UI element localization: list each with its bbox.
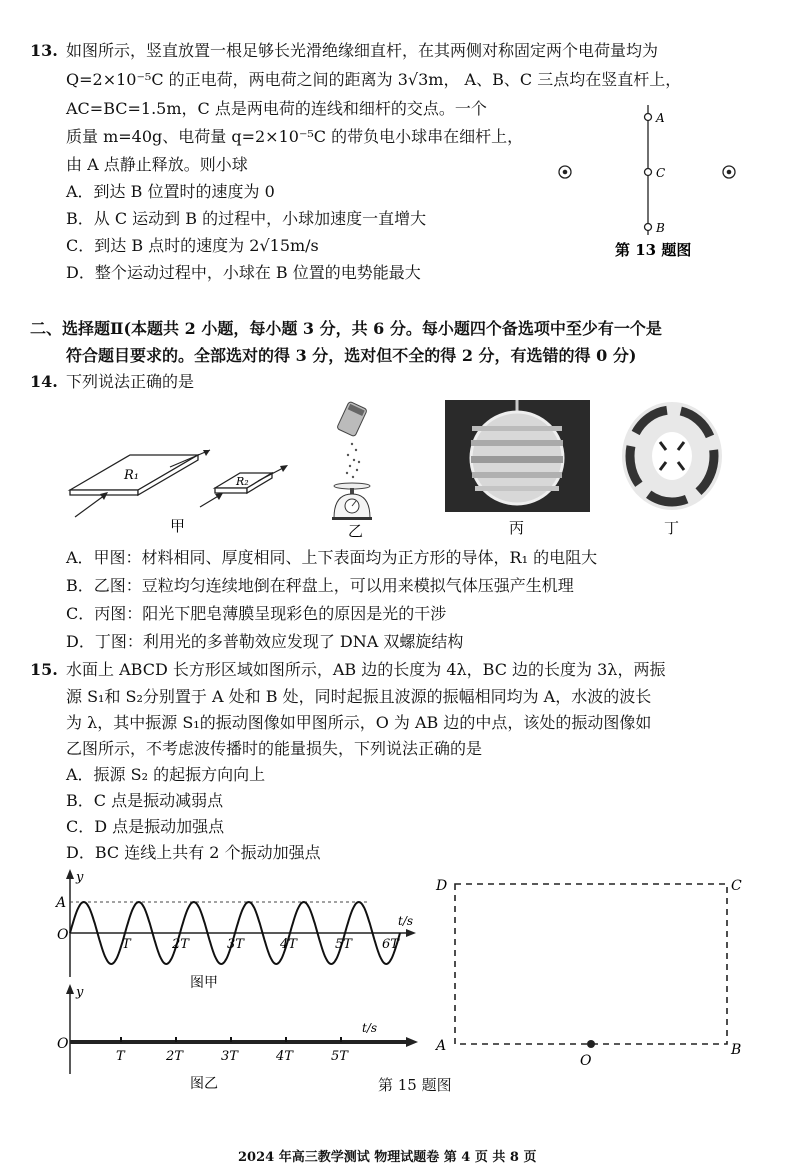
- jia-tick-4t: 4T: [280, 937, 297, 952]
- falling-beans: [346, 443, 360, 478]
- rect-label-d: D: [436, 878, 448, 894]
- q15-line3: 为 λ，其中振源 S₁的振动图像如甲图所示，O 为 AB 边的中点，该处的振动图像如: [66, 713, 652, 732]
- q13-figure: [545, 100, 755, 270]
- jia-tick-6t: 6T: [382, 937, 399, 952]
- section2-line1: 二、选择题Ⅱ(本题共 2 小题，每小题 3 分，共 6 分。每小题四个备选项中至少有一个是: [30, 319, 662, 338]
- q13-label-c: C: [656, 166, 666, 180]
- q13-line2: Q=2×10⁻⁵C 的正电荷，两电荷之间的距离为 3√3m， A、B、C 三点均在竖直杆上，: [66, 70, 682, 89]
- jia-t-label: t/s: [398, 914, 414, 928]
- q13-number: 13.: [30, 41, 58, 60]
- yi-tick-3t: 3T: [221, 1049, 238, 1064]
- q14-option-b: B．乙图：豆粒均匀连续地倒在秤盘上，可以用来模拟气体压强产生机理: [66, 576, 574, 595]
- q14-option-d: D．丁图：利用光的多普勒效应发现了 DNA 双螺旋结构: [66, 632, 464, 651]
- q15-rect-figure: [430, 870, 760, 1070]
- q15-graph-jia: [40, 865, 420, 990]
- q13-charge-right: [723, 166, 735, 178]
- q13-charge-left: [559, 166, 571, 178]
- rect-label-o: O: [580, 1053, 592, 1069]
- rect-label-b: B: [731, 1042, 742, 1058]
- q15-option-b: B．C 点是振动减弱点: [66, 791, 224, 810]
- q13-point-c: [645, 169, 652, 176]
- q13-label-a: A: [656, 111, 665, 125]
- q13-option-c: C．到达 B 点时的速度为 2√15m/s: [66, 236, 319, 255]
- section2-line2: 符合题目要求的。全部选对的得 3 分，选对但不全的得 2 分，有选错的得 0 分): [66, 346, 637, 365]
- q15-line2: 源 S₁和 S₂分别置于 A 处和 B 处，同时起振且波源的振幅相同均为 A，水波的波长: [66, 687, 652, 706]
- q14-label-yi: 乙: [348, 522, 364, 538]
- q13-caption: 第 13 题图: [615, 241, 692, 259]
- q14-label-bing: 丙: [509, 519, 525, 537]
- q14-label-r1: R₁: [124, 468, 139, 483]
- q14-label-jia: 甲: [170, 517, 186, 535]
- jia-tick-3t: 3T: [227, 937, 244, 952]
- q14-label-r2: R₂: [236, 475, 249, 488]
- q14-figure-yi: [320, 400, 390, 538]
- jia-y-label: y: [76, 870, 84, 885]
- q15-graph-yi: [40, 982, 420, 1090]
- jia-tick-2t: 2T: [172, 937, 189, 952]
- q13-option-d: D．整个运动过程中，小球在 B 位置的电势能最大: [66, 263, 421, 282]
- yi-tick-2t: 2T: [166, 1049, 183, 1064]
- q13-option-a: A．到达 B 位置时的速度为 0: [66, 182, 275, 201]
- q14-stem: 下列说法正确的是: [66, 372, 195, 391]
- yi-tick-4t: 4T: [276, 1049, 293, 1064]
- q13-line5: 由 A 点静止释放。则小球: [66, 155, 248, 174]
- q14-figure-ding: [612, 400, 732, 538]
- rect-label-a: A: [436, 1038, 447, 1054]
- q14-option-c: C．丙图：阳光下肥皂薄膜呈现彩色的原因是光的干涉: [66, 604, 447, 623]
- q15-option-d: D．BC 连线上共有 2 个振动加强点: [66, 843, 321, 862]
- q13-label-b: B: [656, 221, 665, 235]
- q13-line4: 质量 m=40g、电荷量 q=2×10⁻⁵C 的带负电小球串在细杆上，: [66, 127, 524, 146]
- jia-o-label: O: [57, 927, 69, 943]
- yi-tick-t: T: [116, 1049, 125, 1064]
- yi-o-label: O: [57, 1036, 69, 1052]
- q14-number: 14.: [30, 372, 58, 391]
- yi-y-label: y: [76, 985, 84, 1000]
- rect-point-o: [587, 1040, 595, 1048]
- q13-point-b: [645, 224, 652, 231]
- q14-figure-bing: [445, 400, 590, 538]
- q15-line1: 水面上 ABCD 长方形区域如图所示，AB 边的长度为 4λ，BC 边的长度为 3λ，两振: [66, 660, 666, 679]
- q15-option-c: C．D 点是振动加强点: [66, 817, 225, 836]
- yi-t-label: t/s: [362, 1021, 378, 1035]
- q13-line3: AC=BC=1.5m，C 点是两电荷的连线和细杆的交点。一个: [66, 99, 487, 118]
- q15-option-a: A．振源 S₂ 的起振方向向上: [66, 765, 266, 784]
- q13-point-a: [645, 114, 652, 121]
- q13-option-b: B．从 C 运动到 B 的过程中，小球加速度一直增大: [66, 209, 427, 228]
- q15-number: 15.: [30, 660, 58, 679]
- q15-line4: 乙图所示，不考虑波传播时的能量损失，下列说法正确的是: [66, 739, 483, 758]
- q14-label-ding: 丁: [664, 519, 680, 537]
- rect-label-c: C: [731, 878, 742, 894]
- q14-figure-jia: [60, 445, 310, 535]
- jia-caption: 图甲: [190, 975, 218, 990]
- yi-tick-5t: 5T: [331, 1049, 348, 1064]
- jia-tick-5t: 5T: [335, 937, 352, 952]
- q15-caption: 第 15 题图: [378, 1076, 452, 1094]
- jia-tick-t: T: [122, 937, 131, 952]
- jia-a-label: A: [56, 895, 67, 911]
- q13-line1: 如图所示，竖直放置一根足够长光滑绝缘细直杆，在其两侧对称固定两个电荷量均为: [66, 41, 659, 60]
- yi-caption: 图乙: [190, 1076, 218, 1090]
- rect-abcd: [455, 884, 727, 1044]
- page-footer: 2024 年高三教学测试 物理试题卷 第 4 页 共 8 页: [238, 1150, 537, 1165]
- q14-option-a: A．甲图：材料相同、厚度相同、上下表面均为正方形的导体，R₁ 的电阻大: [66, 548, 598, 567]
